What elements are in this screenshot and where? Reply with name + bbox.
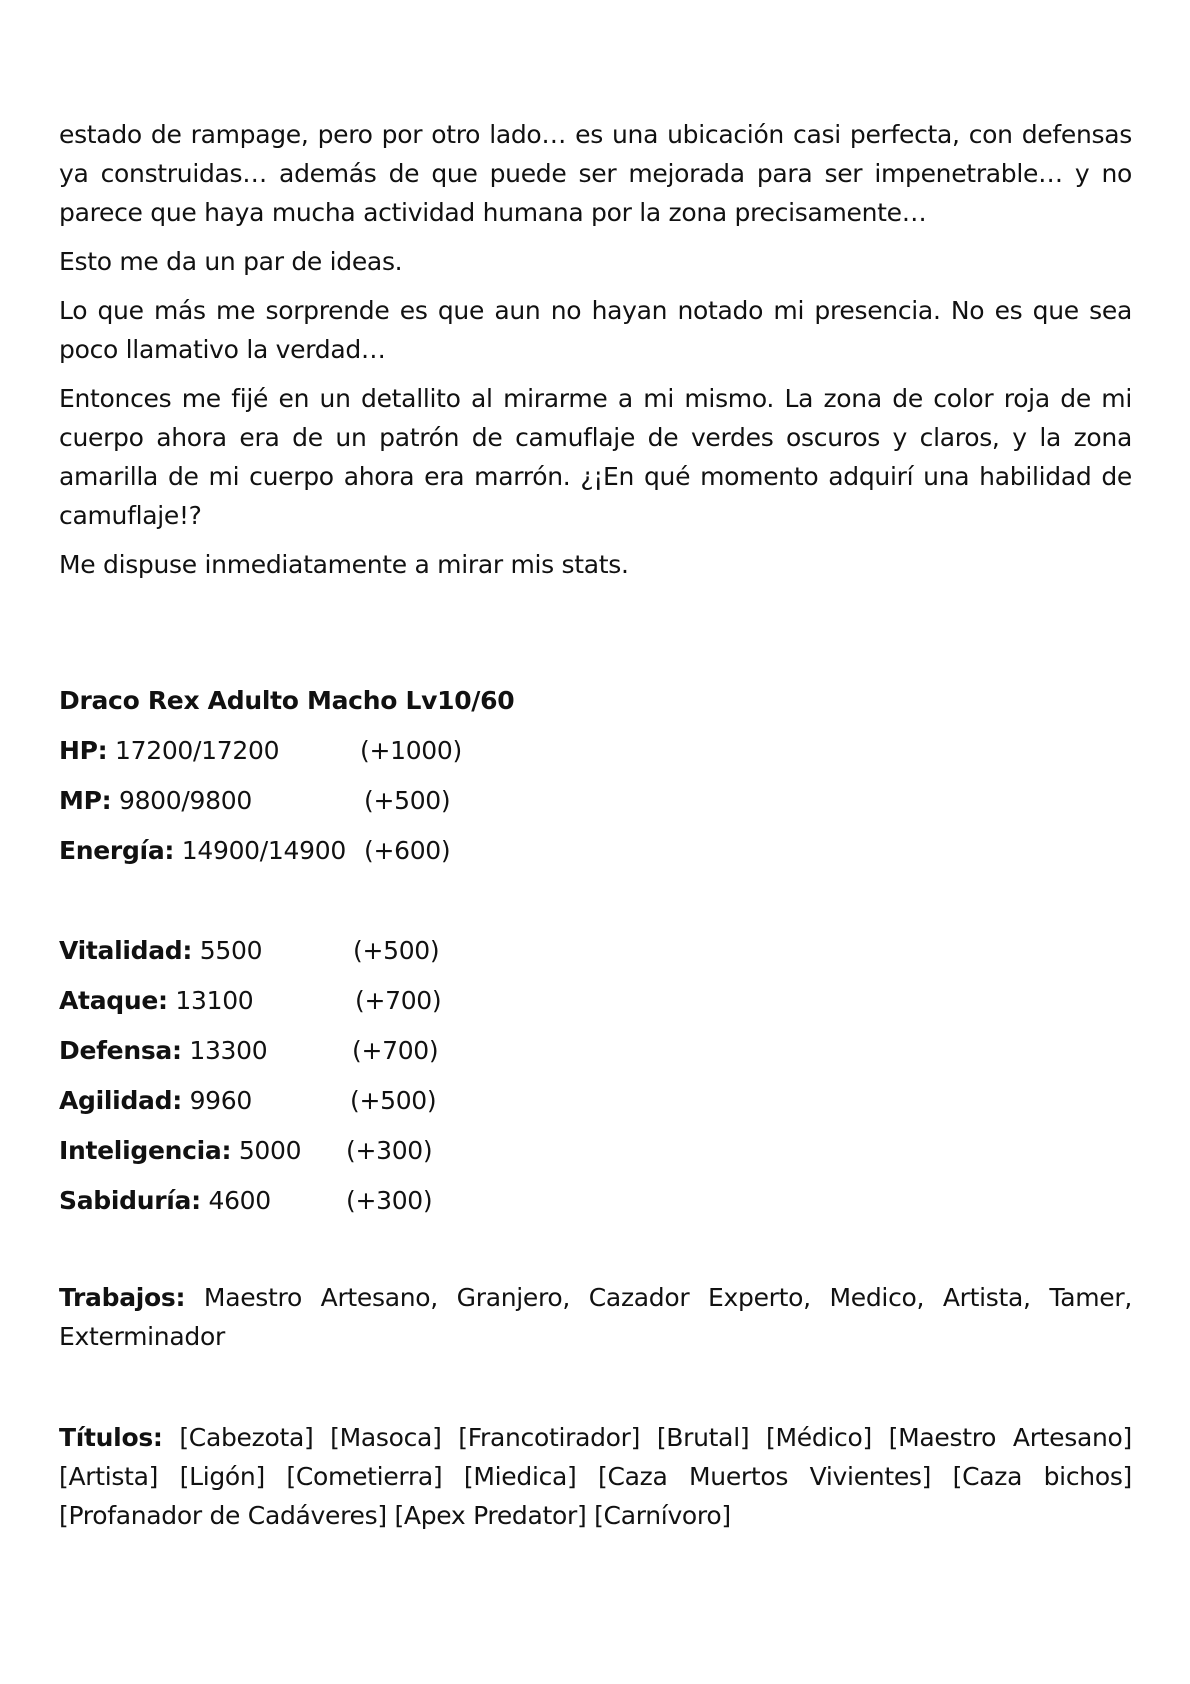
stat-label: MP:: [59, 786, 112, 815]
stat-bonus: (+500): [364, 786, 451, 815]
stat-bonus: (+1000): [360, 736, 462, 765]
stat-label: Inteligencia:: [59, 1136, 232, 1165]
paragraph: estado de rampage, pero por otro lado… es una ubicación casi perfecta, con defensas ya construidas… además de que puede ser mejorada para ser impenetrable… y no parece que haya mucha actividad humana por la zona precisamente…: [59, 120, 1132, 227]
stat-row-hp: [59, 726, 514, 776]
stat-value: 17200/17200: [115, 736, 280, 765]
stat-bonus: (+300): [346, 1136, 433, 1165]
status-heading: Draco Rex Adulto Macho Lv10/60: [59, 686, 515, 715]
status-sheet: [59, 676, 514, 1226]
stat-label: Sabiduría:: [59, 1186, 201, 1215]
stat-row-agilidad: [59, 1076, 514, 1126]
paragraph: Entonces me fijé en un detallito al mirarme a mi mismo. La zona de color roja de mi cuerpo ahora era de un patrón de camuflaje de verdes oscuros y claros, y la zona amarilla de mi cuerpo ahora era marrón. ¿¡En qué momento adquirí una habilidad de camuflaje!?: [59, 384, 1132, 530]
stat-label: Energía:: [59, 836, 175, 865]
stat-row-inteligencia: [59, 1126, 514, 1176]
stat-value: 4600: [208, 1186, 271, 1215]
stat-bonus: (+700): [352, 1036, 439, 1065]
stat-value: 5000: [238, 1136, 302, 1165]
jobs-section: [59, 1278, 1132, 1356]
spacer: [59, 876, 514, 926]
stat-row-ataque: [59, 976, 514, 1026]
stat-label: Ataque:: [59, 986, 168, 1015]
stat-value: 9960: [189, 1086, 253, 1115]
titles-section: [59, 1418, 1132, 1535]
titles-list: [Cabezota] [Masoca] [Francotirador] [Brutal] [Médico] [Maestro Artesano] [Artista] [Ligón] [Cometierra] [Miedica] [Caza Muertos Vivientes] [Caza bichos] [Profanador de Cadáveres] [Apex Predator] [Carnívoro]: [59, 1423, 1132, 1530]
stat-value: 13300: [189, 1036, 268, 1065]
paragraph: Esto me da un par de ideas.: [59, 247, 403, 276]
jobs-label: Trabajos:: [59, 1283, 186, 1312]
stat-value: 13100: [175, 986, 254, 1015]
stat-row-mp: [59, 776, 514, 826]
stat-label: Vitalidad:: [59, 936, 193, 965]
stat-bonus: (+700): [355, 986, 442, 1015]
stat-label: Agilidad:: [59, 1086, 182, 1115]
stat-value: 5500: [199, 936, 263, 965]
titles-label: Títulos:: [59, 1423, 163, 1452]
stat-bonus: (+600): [364, 836, 451, 865]
narrative-text: [59, 115, 1132, 594]
stat-bonus: (+500): [350, 1086, 437, 1115]
stat-value: 9800/9800: [118, 786, 252, 815]
stat-bonus: (+500): [353, 936, 440, 965]
stat-row-energia: [59, 826, 514, 876]
stat-row-sabiduria: [59, 1176, 514, 1226]
stat-label: HP:: [59, 736, 108, 765]
stat-label: Defensa:: [59, 1036, 182, 1065]
paragraph: Me dispuse inmediatamente a mirar mis stats.: [59, 550, 629, 579]
stat-bonus: (+300): [346, 1186, 433, 1215]
jobs-list: Maestro Artesano, Granjero, Cazador Experto, Medico, Artista, Tamer, Exterminador: [59, 1283, 1133, 1351]
stat-row-defensa: [59, 1026, 514, 1076]
stat-value: 14900/14900: [181, 836, 346, 865]
stat-row-vitalidad: [59, 926, 514, 976]
paragraph: Lo que más me sorprende es que aun no hayan notado mi presencia. No es que sea poco llamativo la verdad…: [59, 296, 1132, 364]
